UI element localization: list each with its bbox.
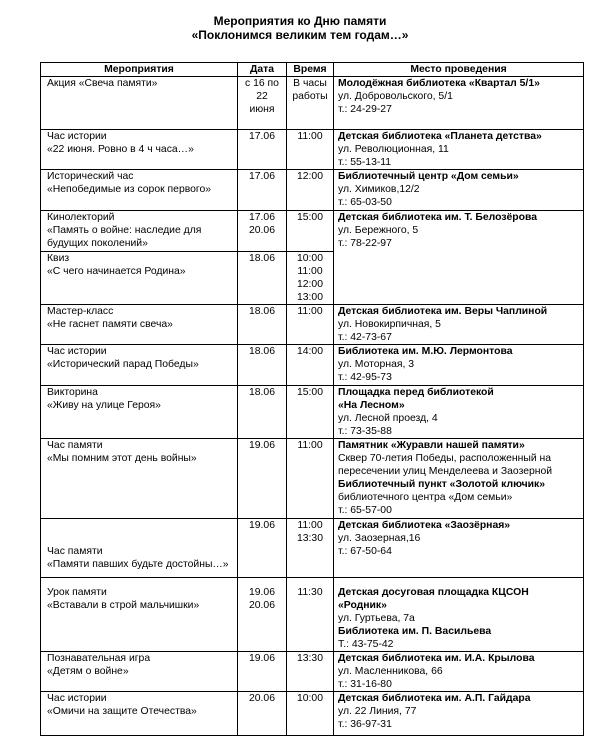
event-type: Познавательная игра	[47, 653, 151, 664]
place-cell	[334, 130, 584, 170]
place-name: «На Лесном»	[338, 400, 405, 411]
time-cell	[287, 130, 334, 170]
date-value: 18.06	[248, 387, 275, 398]
date-cell	[238, 211, 287, 252]
place-address: ул. Лесной проезд, 4	[338, 413, 438, 424]
time-value: 12:00	[296, 171, 323, 182]
time-value: 11:00	[297, 520, 323, 531]
date-cell	[238, 692, 287, 736]
time-value: 11:30	[297, 587, 323, 598]
time-value: 15:00	[296, 387, 323, 398]
time-cell	[287, 305, 334, 345]
table-row	[41, 439, 584, 519]
date-value: 18.06	[248, 253, 275, 264]
place-name: Детская библиотека «Заозёрная»	[338, 520, 511, 531]
place-address: ул. Добровольского, 5/1	[338, 91, 453, 102]
time-value: 10:00	[296, 693, 323, 704]
time-cell	[287, 519, 334, 578]
date-value: 17.06	[248, 131, 275, 142]
time-cell	[287, 692, 334, 736]
event-name: «Мы помним этот день войны»	[47, 453, 197, 464]
place-phone: т.: 78-22-97	[338, 238, 392, 249]
place-cell	[334, 652, 584, 692]
event-type: Час памяти	[47, 546, 103, 557]
place-phone: т.: 24-29-27	[338, 104, 392, 115]
event-type: Час истории	[47, 693, 107, 704]
time-value: В часы	[293, 78, 327, 89]
time-value: 11:00	[297, 306, 323, 317]
date-value: 20.06	[248, 600, 275, 611]
event-name: «22 июня. Ровно в 4 ч часа…»	[47, 144, 194, 155]
place-address: ул. Гуртьева, 7а	[338, 613, 415, 624]
date-value: 19.06	[248, 440, 275, 451]
time-cell	[287, 211, 334, 252]
date-value: 19.06	[248, 520, 275, 531]
place-name: Библиотечный центр «Дом семьи»	[338, 171, 519, 182]
date-value: 18.06	[248, 306, 275, 317]
event-name: «Не гаснет памяти свеча»	[47, 319, 173, 330]
table-row	[41, 386, 584, 439]
event-type: Час истории	[47, 131, 107, 142]
event-name: «Вставали в строй мальчишки»	[47, 600, 200, 611]
column-header-place: Место проведения	[334, 63, 584, 77]
date-value: 20.06	[248, 225, 275, 236]
event-cell	[41, 386, 238, 439]
event-type: Квиз	[47, 253, 70, 264]
place-phone: т.: 31-16-80	[338, 679, 392, 690]
place-address: ул. 22 Линия, 77	[338, 706, 417, 717]
date-value: 18.06	[248, 346, 275, 357]
event-type: Исторический час	[47, 171, 134, 182]
column-header-time: Время	[287, 63, 334, 77]
place-phone: т.: 42-73-67	[338, 332, 392, 343]
place-name: Площадка перед библиотекой	[338, 387, 494, 398]
date-cell	[238, 130, 287, 170]
event-type: Час истории	[47, 346, 107, 357]
time-value: 15:00	[296, 212, 323, 223]
event-name: «Памяти павших будьте достойны…»	[47, 559, 229, 570]
event-type: Кинолекторий	[47, 212, 115, 223]
event-type: Акция «Свеча памяти»	[47, 78, 158, 89]
place-cell	[334, 305, 584, 345]
date-cell	[238, 386, 287, 439]
table-row	[41, 578, 584, 652]
table-row	[41, 130, 584, 170]
title-line-1: Мероприятия ко Дню памяти	[213, 14, 387, 28]
event-type: Урок памяти	[47, 587, 107, 598]
time-value: 11:00	[297, 131, 323, 142]
time-value: 12:00	[296, 279, 323, 290]
date-value: 17.06	[248, 171, 275, 182]
event-cell	[41, 77, 238, 130]
date-cell	[238, 170, 287, 211]
event-type: Мастер-класс	[47, 306, 114, 317]
time-cell	[287, 170, 334, 211]
place-cell	[334, 578, 584, 652]
place-phone: т.: 42-95-73	[338, 372, 392, 383]
place-cell	[334, 692, 584, 736]
event-cell	[41, 345, 238, 386]
time-cell	[287, 345, 334, 386]
date-cell	[238, 519, 287, 578]
place-address: ул. Заозерная,16	[338, 533, 421, 544]
table-row	[41, 692, 584, 736]
place-name: Библиотека им. М.Ю. Лермонтова	[338, 346, 513, 357]
time-value: 11:00	[297, 266, 323, 277]
place-phone: т.: 65-03-50	[338, 197, 392, 208]
event-name: «Память о войне: наследие для будущих поколений»	[47, 225, 202, 249]
event-cell	[41, 170, 238, 211]
place-address: ул. Моторная, 3	[338, 359, 415, 370]
date-cell	[238, 652, 287, 692]
event-name: «Детям о войне»	[47, 666, 129, 677]
place-cell	[334, 77, 584, 130]
table-row	[41, 345, 584, 386]
date-value: 19.06	[248, 587, 275, 598]
place-cell	[334, 519, 584, 578]
place-phone: т.: 73-35-88	[338, 426, 392, 437]
table-row	[41, 170, 584, 211]
place-address: ул. Революционная, 11	[338, 144, 449, 155]
place-phone: т.: 36-97-31	[338, 719, 392, 730]
event-name: «С чего начинается Родина»	[47, 266, 186, 277]
place-name: библиотечного центра «Дом семьи»	[338, 492, 513, 503]
place-name: Библиотечный пункт «Золотой ключик»	[338, 479, 545, 490]
place-name: Памятник «Журавли нашей памяти»	[338, 440, 525, 451]
event-cell	[41, 130, 238, 170]
column-header-event: Мероприятия	[41, 63, 238, 77]
event-cell	[41, 211, 238, 252]
place-cell	[334, 170, 584, 211]
date-cell	[238, 345, 287, 386]
place-cell	[334, 439, 584, 519]
event-cell	[41, 519, 238, 578]
date-cell	[238, 252, 287, 305]
place-phone: т.: 65-57-00	[338, 505, 392, 516]
time-value: 13:30	[296, 533, 323, 544]
place-phone: Т.: 43-75-42	[338, 639, 394, 650]
date-cell	[238, 439, 287, 519]
table-row	[41, 652, 584, 692]
place-name: Детская библиотека им. И.А. Крылова	[338, 653, 535, 664]
place-cell	[334, 386, 584, 439]
place-name: «Родник»	[338, 600, 387, 611]
date-cell	[238, 77, 287, 130]
time-value: 14:00	[296, 346, 323, 357]
place-address: пересечении улиц Менделеева и Заозерной	[338, 466, 553, 477]
event-name: «Омичи на защите Отечества»	[47, 706, 197, 717]
date-value: 20.06	[248, 693, 275, 704]
date-value: с 16 по	[245, 78, 279, 89]
column-header-date: Дата	[238, 63, 287, 77]
place-phone: т.: 55-13-11	[338, 157, 392, 168]
place-phone: т.: 67-50-64	[338, 546, 392, 557]
time-cell	[287, 252, 334, 305]
table-row	[41, 211, 584, 252]
place-address: ул. Новокирпичная, 5	[338, 319, 441, 330]
event-name: «Живу на улице Героя»	[47, 400, 161, 411]
event-type: Викторина	[47, 387, 98, 398]
date-value: июня	[249, 104, 275, 115]
time-cell	[287, 652, 334, 692]
date-value: 19.06	[248, 653, 275, 664]
place-name: Детская библиотека «Планета детства»	[338, 131, 542, 142]
time-cell	[287, 386, 334, 439]
time-value: 13:00	[296, 292, 323, 303]
place-name: Детская библиотека им. Т. Белозёрова	[338, 212, 537, 223]
place-name: Молодёжная библиотека «Квартал 5/1»	[338, 78, 540, 89]
event-type: Час памяти	[47, 440, 103, 451]
document-title	[0, 14, 600, 42]
date-cell	[238, 578, 287, 652]
time-value: 13:30	[296, 653, 323, 664]
table-header-row	[41, 63, 584, 77]
table-row	[41, 519, 584, 578]
date-value: 22	[256, 91, 268, 102]
title-line-2: «Поклонимся великим тем годам…»	[191, 28, 409, 42]
time-value: работы	[292, 91, 328, 102]
time-cell	[287, 578, 334, 652]
place-name: Детская досуговая площадка КЦСОН	[338, 587, 529, 598]
event-name: «Непобедимые из сорок первого»	[47, 184, 212, 195]
place-address: ул. Масленникова, 66	[338, 666, 443, 677]
date-value: 17.06	[248, 212, 275, 223]
event-name: «Исторический парад Победы»	[47, 359, 199, 370]
table-row	[41, 305, 584, 345]
place-cell	[334, 345, 584, 386]
event-cell	[41, 652, 238, 692]
place-address: ул. Бережного, 5	[338, 225, 419, 236]
place-address: ул. Химиков,12/2	[338, 184, 420, 195]
event-cell	[41, 252, 238, 305]
place-address: Сквер 70-летия Победы, расположенный на	[338, 453, 552, 464]
table-row	[41, 77, 584, 130]
time-cell	[287, 439, 334, 519]
place-cell	[334, 211, 584, 305]
time-cell	[287, 77, 334, 130]
time-value: 11:00	[297, 440, 323, 451]
place-name: Библиотека им. П. Васильева	[338, 626, 492, 637]
place-name: Детская библиотека им. Веры Чаплиной	[338, 306, 548, 317]
event-cell	[41, 305, 238, 345]
place-name: Детская библиотека им. А.П. Гайдара	[338, 693, 531, 704]
time-value: 10:00	[296, 253, 323, 264]
events-table	[40, 62, 584, 736]
event-cell	[41, 692, 238, 736]
event-cell	[41, 439, 238, 519]
event-cell	[41, 578, 238, 652]
date-cell	[238, 305, 287, 345]
